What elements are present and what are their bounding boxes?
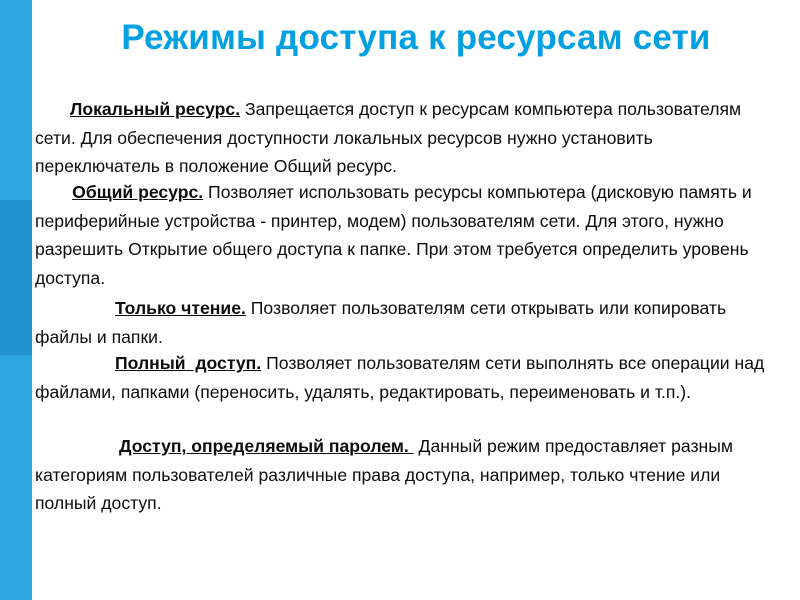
paragraph-password-access: [35, 432, 775, 518]
paragraph-full-access: [35, 349, 775, 406]
sidebar-decoration: [0, 0, 32, 600]
text-full-access: Позволяет пользователям сети выполнять все операции над файлами, папками (переносить, удалять, редактировать, переименовать и т.п.).: [35, 353, 765, 402]
sidebar-segment-bottom: [0, 355, 32, 600]
paragraph-read-only: [35, 294, 775, 351]
paragraph-shared-resource: [35, 178, 775, 292]
sidebar-segment-middle: [0, 200, 32, 355]
paragraph-local-resource: [35, 95, 775, 181]
text-password-access: Данный режим предоставляет разным категориям пользователей различные права доступа, например, только чтение или полный доступ.: [35, 436, 733, 513]
term-password-access: Доступ, определяемый паролем.: [119, 436, 414, 456]
term-read-only: Только чтение.: [115, 298, 246, 318]
sidebar-segment-top: [0, 0, 32, 200]
page-title: Режимы доступа к ресурсам сети: [121, 18, 711, 57]
text-local-resource: Запрещается доступ к ресурсам компьютера пользователям сети. Для обеспечения доступности локальных ресурсов нужно установить переключатель в положение Общий ресурс.: [35, 99, 742, 176]
term-shared-resource: Общий ресурс.: [72, 182, 204, 202]
term-full-access: Полный доступ.: [115, 353, 262, 373]
term-local-resource: Локальный ресурс.: [70, 99, 241, 119]
text-shared-resource: Позволяет использовать ресурсы компьютера (дисковую память и периферийные устройства - принтер, модем) пользователям сети. Для этого, нужно разрешить Открытие общего доступа к папке. При этом требуется определить уровень доступа.: [35, 182, 752, 288]
text-read-only: Позволяет пользователям сети открывать или копировать файлы и папки.: [35, 298, 727, 347]
